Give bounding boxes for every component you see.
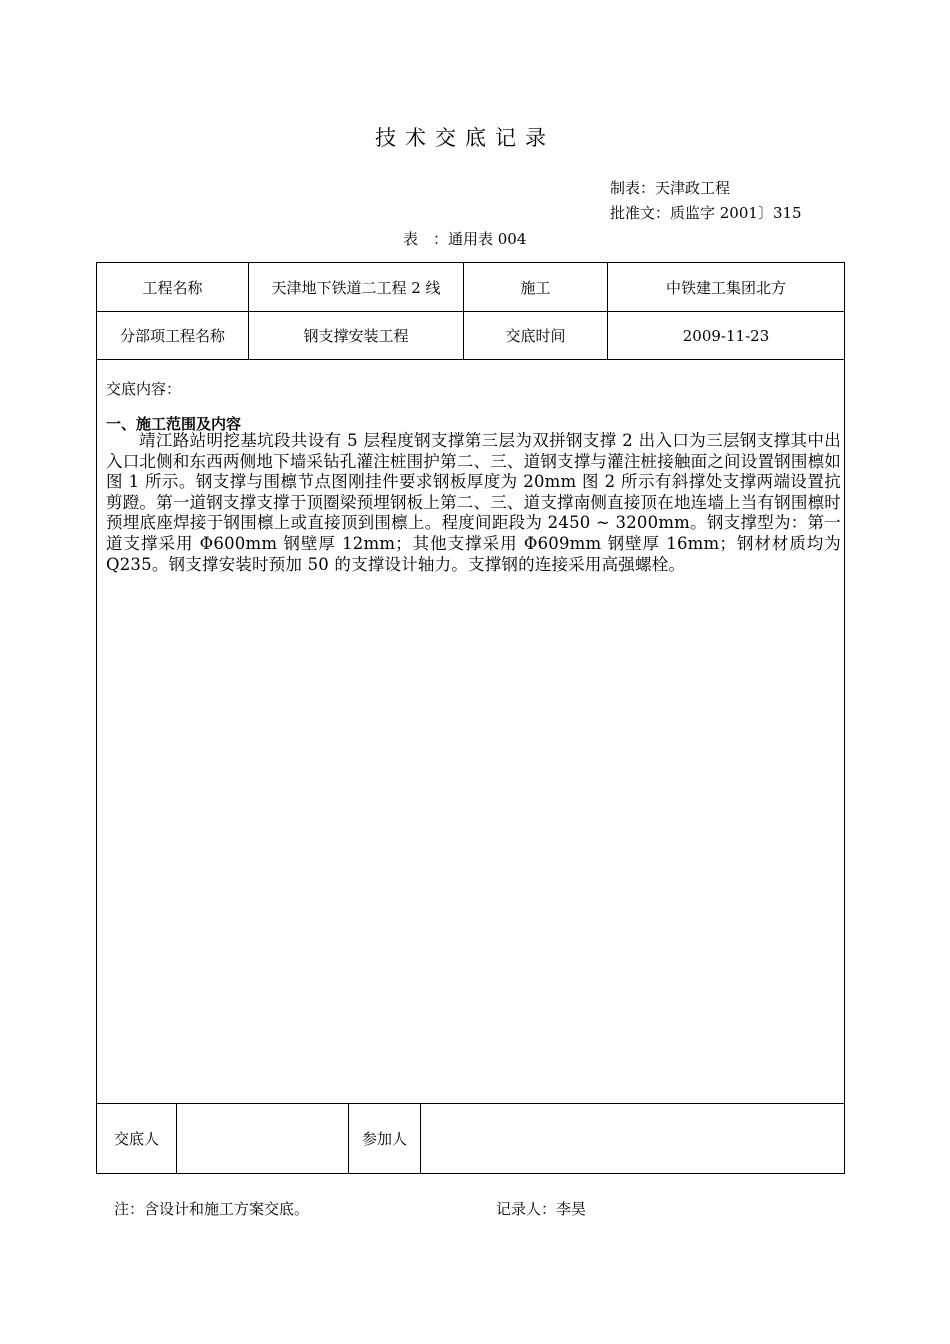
- date-label: 交底时间: [505, 327, 566, 345]
- construction-label: 施工: [520, 278, 551, 297]
- record-table: [96, 262, 845, 1174]
- sub-project-label: 分部项工程名称: [119, 327, 225, 345]
- approval-document: 批准文：质监字 2001〕315: [610, 204, 802, 222]
- document-title: 技术交底记录: [375, 126, 555, 150]
- construction-value: 中铁建工集团北方: [665, 278, 786, 297]
- date-value: 2009-11-23: [682, 326, 770, 345]
- footer-note: 注：含设计和施工方案交底。: [114, 1200, 310, 1218]
- sub-project-value: 钢支撑安装工程: [303, 327, 409, 345]
- presenter-field[interactable]: [177, 1104, 348, 1173]
- project-name-label: 工程名称: [142, 278, 203, 297]
- recorder: 记录人：李昊: [496, 1200, 587, 1218]
- form-number: 表 ：通用表 004: [403, 230, 527, 248]
- section-heading: 一、施工范围及内容: [106, 415, 242, 433]
- content-label: 交底内容：: [106, 380, 182, 398]
- project-name-value: 天津地下铁道二工程 2 线: [271, 278, 441, 297]
- form-maker: 制表：天津政工程: [610, 179, 731, 197]
- content-paragraph: 靖江路站明挖基坑段共设有 5 层程度钢支撑第三层为双拼钢支撑 2 出入口为三层钢支撑其中出入口北侧和东西两侧地下墙采钻孔灌注桩围护第二、三、道钢支撑与灌注桩接触面之间设置钢围檩如图 1 所示。钢支撑与围檩节点图刚挂件要求钢板厚度为 20mm 图 2 所示有斜撑处支撑两端设置抗剪蹬。第一道钢支撑支撑于顶圈梁预埋钢板上第二、三、道支撑南侧直接顶在地连墙上当有钢围檩时预埋底座焊接于钢围檩上或直接顶到围檩上。程度间距段为 2450 ~ 3200mm。钢支撑型为：第一道支撑采用 Φ600mm 钢壁厚 12mm；其他支撑采用 Φ609mm 钢壁厚 16mm；钢材材质均为 Q235。钢支撑安装时预加 50 的支撑设计轴力。支撑钢的连接采用高强螺栓。: [106, 431, 841, 574]
- presenter-label: 交底人: [113, 1130, 159, 1148]
- participants-label: 参加人: [361, 1130, 407, 1148]
- participants-field[interactable]: [421, 1104, 844, 1173]
- row-divider: [97, 359, 844, 360]
